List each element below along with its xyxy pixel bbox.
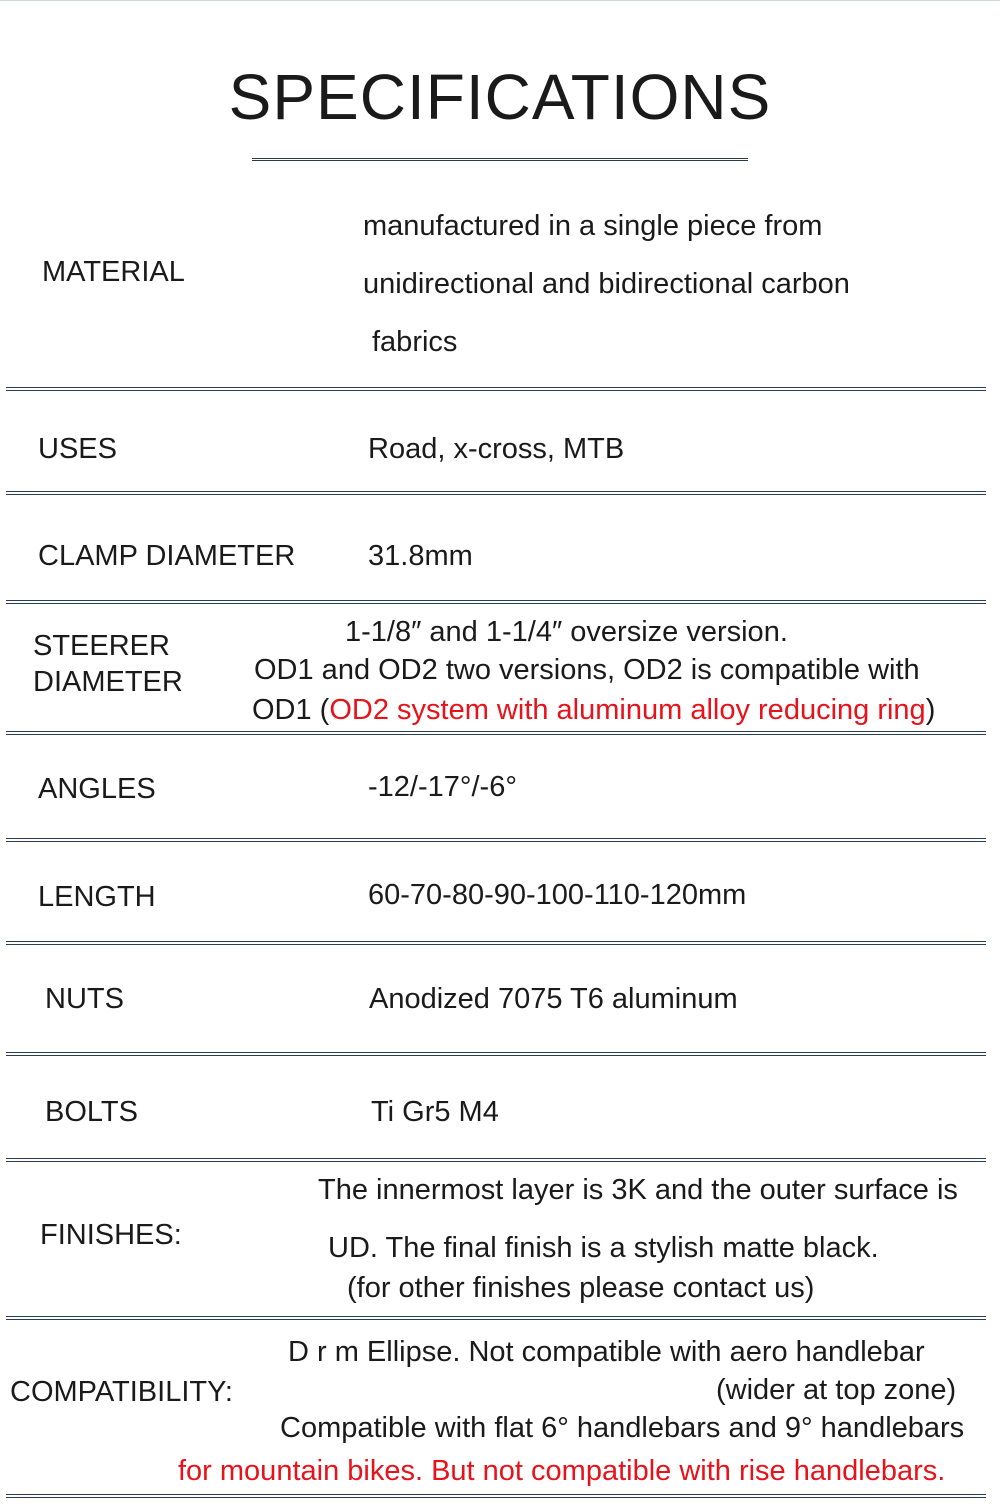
finishes-line-3: (for other finishes please contact us) — [347, 1272, 815, 1304]
steerer-red-note: OD2 system with aluminum alloy reducing ring — [329, 694, 926, 726]
finishes-line-2: UD. The final finish is a stylish matte black. — [328, 1232, 879, 1264]
top-border-line — [0, 0, 1000, 1]
row-separator — [6, 1494, 986, 1498]
row-separator — [6, 387, 986, 391]
row-separator — [6, 838, 986, 842]
title-underline — [252, 158, 748, 161]
uses-value: Road, x-cross, MTB — [368, 433, 625, 465]
uses-label: USES — [38, 433, 117, 465]
steerer-line-3 — [252, 694, 935, 727]
length-value: 60-70-80-90-100-110-120mm — [368, 879, 747, 911]
steerer-line-3-prefix: OD1 ( — [252, 694, 330, 726]
row-separator — [6, 1316, 986, 1320]
material-line-1: manufactured in a single piece from — [363, 210, 823, 242]
row-separator — [6, 491, 986, 495]
row-separator — [6, 600, 986, 604]
row-separator — [6, 1052, 986, 1056]
finishes-label: FINISHES: — [40, 1219, 182, 1251]
finishes-line-1: The innermost layer is 3K and the outer surface is — [318, 1174, 958, 1206]
compatibility-label: COMPATIBILITY: — [10, 1376, 233, 1408]
row-separator — [6, 1158, 986, 1162]
steerer-line-1: 1-1/8″ and 1-1/4″ oversize version. — [345, 616, 788, 648]
nuts-label: NUTS — [45, 983, 124, 1015]
steerer-label-line-1: STEERER — [33, 630, 170, 662]
compatibility-red-note: for mountain bikes. But not compatible with rise handlebars. — [178, 1455, 946, 1487]
page-title: SPECIFICATIONS — [228, 61, 772, 133]
material-label: MATERIAL — [42, 256, 185, 288]
nuts-value: Anodized 7075 T6 aluminum — [369, 983, 738, 1015]
row-separator — [6, 941, 986, 945]
steerer-line-2: OD1 and OD2 two versions, OD2 is compatible with — [254, 654, 920, 686]
angles-value: -12/-17°/-6° — [368, 771, 517, 803]
compatibility-line-1: D r m Ellipse. Not compatible with aero handlebar — [288, 1336, 925, 1368]
steerer-line-3-suffix: ) — [925, 694, 936, 726]
bolts-value: Ti Gr5 M4 — [371, 1096, 499, 1128]
compatibility-line-3: Compatible with flat 6° handlebars and 9° handlebars — [280, 1412, 965, 1444]
angles-label: ANGLES — [38, 773, 156, 805]
length-label: LENGTH — [38, 881, 156, 913]
compatibility-line-2: (wider at top zone) — [716, 1374, 957, 1406]
material-line-2: unidirectional and bidirectional carbon — [363, 268, 850, 300]
bolts-label: BOLTS — [45, 1096, 138, 1128]
material-line-3: fabrics — [372, 326, 458, 358]
steerer-label-line-2: DIAMETER — [33, 666, 183, 698]
clamp-diameter-value: 31.8mm — [368, 540, 473, 572]
clamp-diameter-label: CLAMP DIAMETER — [38, 540, 296, 572]
row-separator — [6, 731, 986, 735]
